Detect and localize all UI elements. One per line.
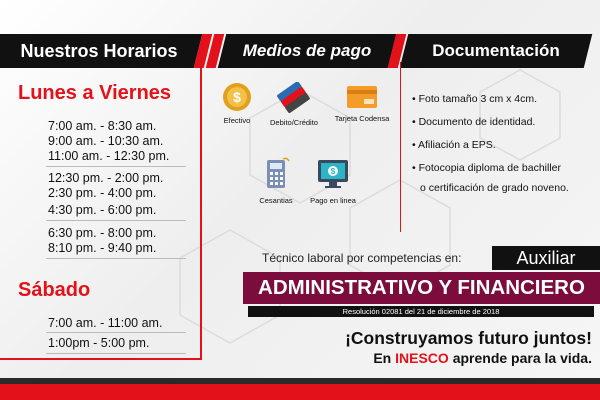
time-slot: 7:00 am. - 8:30 am. (48, 119, 157, 133)
slogan-line: ¡Construyamos futuro juntos! (345, 328, 592, 348)
documents-header (404, 34, 588, 68)
payment-header-word1: Medios de (242, 41, 326, 60)
slogan-learn-line (373, 350, 592, 366)
payment-label: Efectivo (223, 116, 251, 125)
schedule-header-word2: Horarios (103, 40, 178, 61)
doc-requirement: • Fotocopia diploma de bachiller (412, 162, 562, 174)
schedule-divider-right (200, 62, 202, 358)
weekday-title: Lunes a Viernes (18, 82, 172, 104)
doc-requirement-continuation: o certificación de grado noveno. (420, 182, 569, 194)
saturday-title: Sábado (18, 279, 91, 301)
documents-header-label: Documentación (432, 41, 560, 60)
program-title: ADMINISTRATIVO Y FINANCIERO (243, 272, 600, 304)
slot-separator (46, 332, 186, 333)
schedule-header-word1: Nuestros (20, 40, 99, 61)
doc-requirement: • Afiliación a EPS. (412, 139, 496, 151)
program-resolution: Resolución 02081 del 21 de diciembre de 2018 (248, 306, 594, 317)
online-payment-icon (315, 156, 351, 192)
slogan-post: aprende para la vida. (452, 350, 592, 366)
payment-codensa (330, 84, 394, 123)
slot-separator (46, 220, 186, 221)
slot-separator (46, 258, 186, 259)
slot-separator (46, 353, 186, 354)
slot-separator (46, 166, 186, 167)
calculator-icon (261, 156, 291, 192)
payment-header-word2: pago (330, 41, 372, 60)
time-slot: 8:10 pm. - 9:40 pm. (48, 241, 157, 255)
footer-bar (0, 378, 600, 400)
payment-label: Debito/Crédito (270, 118, 318, 127)
payment-header (222, 34, 392, 68)
cash-coin-icon (222, 82, 252, 112)
time-slot: 7:00 am. - 11:00 am. (48, 316, 163, 330)
payment-online (303, 156, 363, 205)
time-slot: 4:30 pm. - 6:00 pm. (48, 203, 157, 217)
slogan-pre: En (373, 350, 392, 366)
doc-requirement: • Foto tamaño 3 cm x 4cm. (412, 93, 538, 105)
doc-requirement: • Documento de identidad. (412, 116, 536, 128)
payment-label: Tarjeta Codensa (334, 114, 390, 123)
payment-cesantias (254, 156, 298, 205)
time-slot: 6:30 pm. - 8:00 pm. (48, 226, 157, 240)
schedule-divider-bottom (0, 358, 202, 360)
time-slot: 2:30 pm. - 4:00 pm. (48, 186, 157, 200)
payment-label: Pago en linea (310, 196, 356, 205)
time-slot: 9:00 am. - 10:30 am. (48, 134, 164, 148)
time-slot: 1:00pm - 5:00 pm. (48, 336, 150, 350)
cards-icon (273, 82, 315, 114)
payment-cash (215, 82, 259, 125)
schedule-header (0, 34, 198, 68)
codensa-card-icon (346, 84, 378, 110)
payment-cards (264, 82, 324, 127)
time-slot: 12:30 pm. - 2:00 pm. (48, 171, 164, 185)
payment-divider-right (400, 62, 401, 232)
payment-label: Cesantias (259, 196, 293, 205)
svg-text:$: $ (233, 89, 241, 105)
program-auxiliar-label: Auxiliar (492, 246, 600, 270)
brand-name: INESCO (395, 350, 449, 366)
program-intro: Técnico laboral por competencias en: (262, 251, 462, 265)
time-slot: 11:00 am. - 12:30 pm. (48, 149, 170, 163)
svg-text:$: $ (330, 167, 336, 176)
